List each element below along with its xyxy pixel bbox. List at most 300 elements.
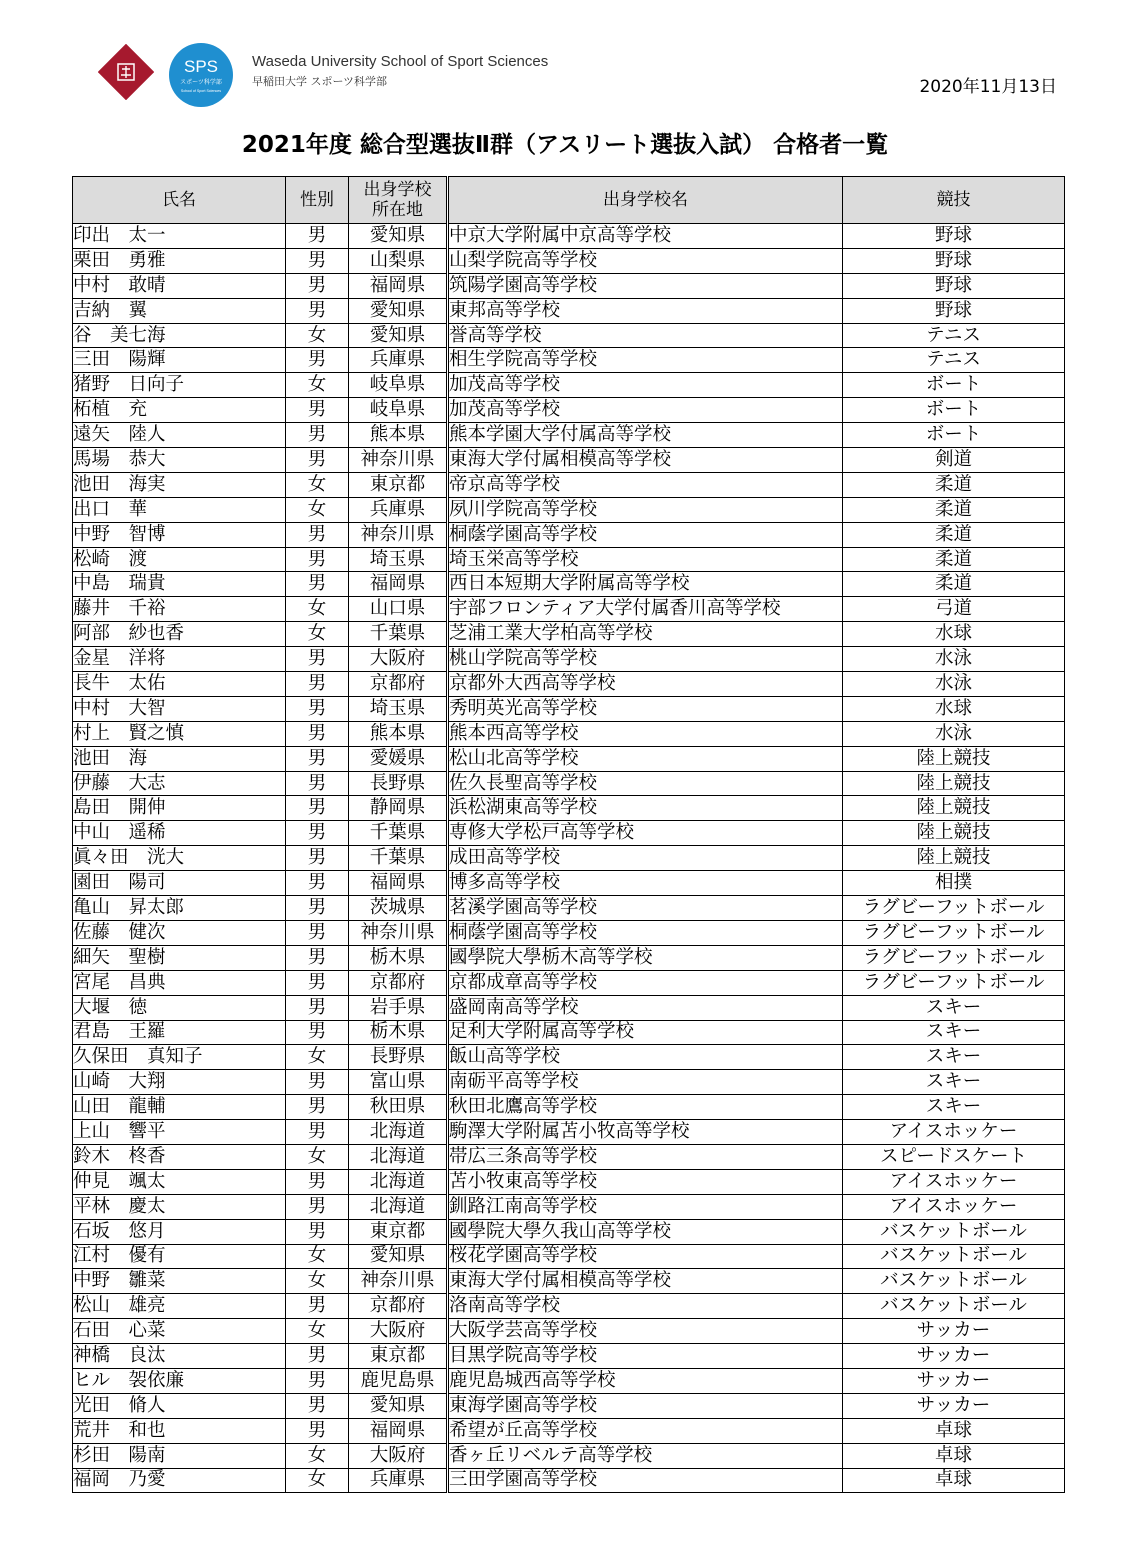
cell-name: 宮尾 昌典 [73,970,286,995]
cell-name: 池田 海実 [73,472,286,497]
cell-sex: 男 [286,696,349,721]
cell-school: 帝京高等学校 [448,472,843,497]
cell-name: 江村 優有 [73,1244,286,1269]
cell-school: 東海学園高等学校 [448,1393,843,1418]
cell-prefecture: 福岡県 [349,1418,448,1443]
cell-sex: 男 [286,547,349,572]
sps-logo-subtext: スポーツ科学部 [180,79,222,86]
cell-school: 埼玉栄高等学校 [448,547,843,572]
cell-prefecture: 愛媛県 [349,746,448,771]
table-row [73,1020,1065,1045]
cell-sex: 女 [286,1269,349,1294]
table-row [73,1269,1065,1294]
cell-name: 平林 慶太 [73,1194,286,1219]
publish-date: 2020年11月13日 [919,77,1057,97]
cell-school: 盛岡南高等学校 [448,995,843,1020]
cell-school: 足利大学附属高等学校 [448,1020,843,1045]
cell-school: 秋田北鷹高等学校 [448,1095,843,1120]
cell-sport: バスケットボール [843,1244,1065,1269]
cell-prefecture: 栃木県 [349,1020,448,1045]
cell-school: 中京大学附属中京高等学校 [448,224,843,249]
cell-sex: 男 [286,1219,349,1244]
cell-name: 大堰 徳 [73,995,286,1020]
cell-name: ヒル 袈依廉 [73,1368,286,1393]
cell-sex: 男 [286,1169,349,1194]
table-row [73,547,1065,572]
column-header-name: 氏名 [73,177,286,224]
table-row [73,821,1065,846]
cell-sex: 女 [286,1443,349,1468]
table-row [73,1344,1065,1369]
cell-sex: 女 [286,497,349,522]
cell-school: 山梨学院高等学校 [448,248,843,273]
cell-sex: 男 [286,846,349,871]
cell-prefecture: 神奈川県 [349,1269,448,1294]
cell-school: 目黒学院高等学校 [448,1344,843,1369]
cell-sport: 水球 [843,622,1065,647]
cell-school: 佐久長聖高等学校 [448,771,843,796]
cell-name: 馬場 恭大 [73,448,286,473]
table-row [73,796,1065,821]
cell-sport: 柔道 [843,522,1065,547]
cell-name: 松崎 渡 [73,547,286,572]
cell-sex: 女 [286,323,349,348]
cell-sex: 男 [286,348,349,373]
table-row [73,472,1065,497]
cell-name: 石田 心菜 [73,1319,286,1344]
table-row [73,871,1065,896]
cell-school: 三田学園高等学校 [448,1468,843,1493]
cell-sport: サッカー [843,1368,1065,1393]
cell-name: 猪野 日向子 [73,373,286,398]
table-row [73,1219,1065,1244]
table-row [73,1319,1065,1344]
table-row [73,647,1065,672]
cell-sex: 男 [286,945,349,970]
cell-prefecture: 大阪府 [349,1319,448,1344]
cell-sex: 男 [286,1070,349,1095]
cell-school: 博多高等学校 [448,871,843,896]
cell-sex: 男 [286,672,349,697]
table-header-row [73,177,1065,224]
cell-sex: 男 [286,1294,349,1319]
cell-sport: アイスホッケー [843,1194,1065,1219]
column-header-prefecture-line1: 出身学校 [363,180,432,200]
cell-sex: 男 [286,821,349,846]
column-header-prefecture [349,177,448,224]
cell-sex: 男 [286,896,349,921]
cell-sport: 卓球 [843,1443,1065,1468]
cell-name: 阿部 紗也香 [73,622,286,647]
cell-sport: アイスホッケー [843,1120,1065,1145]
cell-sport: 柔道 [843,572,1065,597]
cell-school: 大阪学芸高等学校 [448,1319,843,1344]
cell-prefecture: 東京都 [349,1344,448,1369]
cell-school: 國學院大學栃木高等学校 [448,945,843,970]
cell-sport: 弓道 [843,597,1065,622]
column-header-sex: 性別 [286,177,349,224]
cell-school: 熊本学園大学付属高等学校 [448,423,843,448]
cell-prefecture: 兵庫県 [349,1468,448,1493]
cell-sex: 女 [286,373,349,398]
cell-school: 熊本西高等学校 [448,721,843,746]
cell-name: 松山 雄亮 [73,1294,286,1319]
cell-sex: 男 [286,746,349,771]
cell-sex: 男 [286,1368,349,1393]
table-row [73,248,1065,273]
cell-school: 桐蔭学園高等学校 [448,920,843,945]
cell-sport: バスケットボール [843,1219,1065,1244]
cell-prefecture: 福岡県 [349,871,448,896]
cell-name: 鈴木 柊香 [73,1144,286,1169]
table-row [73,1045,1065,1070]
table-row [73,945,1065,970]
cell-sex: 男 [286,224,349,249]
cell-sport: 水球 [843,696,1065,721]
cell-sex: 女 [286,1468,349,1493]
cell-sex: 女 [286,1319,349,1344]
cell-sport: 柔道 [843,547,1065,572]
cell-sport: 相撲 [843,871,1065,896]
cell-school: 夙川学院高等学校 [448,497,843,522]
cell-sport: スキー [843,1020,1065,1045]
cell-sport: 卓球 [843,1418,1065,1443]
cell-sport: 陸上競技 [843,821,1065,846]
cell-school: 芝浦工業大学柏高等学校 [448,622,843,647]
cell-prefecture: 鹿児島県 [349,1368,448,1393]
university-name-jp: 早稲田大学 スポーツ科学部 [252,75,388,88]
cell-name: 遠矢 陸人 [73,423,286,448]
cell-name: 福岡 乃愛 [73,1468,286,1493]
cell-name: 島田 開伸 [73,796,286,821]
cell-sport: 水泳 [843,721,1065,746]
table-row [73,1294,1065,1319]
cell-sex: 男 [286,970,349,995]
cell-prefecture: 栃木県 [349,945,448,970]
cell-sex: 女 [286,1144,349,1169]
cell-name: 上山 響平 [73,1120,286,1145]
column-header-sport: 競技 [843,177,1065,224]
table-row [73,597,1065,622]
cell-school: 駒澤大学附属苫小牧高等学校 [448,1120,843,1145]
cell-prefecture: 北海道 [349,1120,448,1145]
cell-sex: 女 [286,597,349,622]
cell-sex: 女 [286,1045,349,1070]
cell-name: 亀山 昇太郎 [73,896,286,921]
cell-prefecture: 愛知県 [349,1244,448,1269]
cell-school: 浜松湖東高等学校 [448,796,843,821]
table-row [73,1120,1065,1145]
table-row [73,1194,1065,1219]
cell-sport: 水泳 [843,672,1065,697]
cell-prefecture: 愛知県 [349,224,448,249]
table-row [73,721,1065,746]
table-row [73,423,1065,448]
cell-name: 吉納 翼 [73,298,286,323]
cell-prefecture: 岐阜県 [349,373,448,398]
cell-name: 栗田 勇雅 [73,248,286,273]
cell-prefecture: 秋田県 [349,1095,448,1120]
cell-sport: スキー [843,1045,1065,1070]
cell-name: 三田 陽輝 [73,348,286,373]
column-header-school: 出身学校名 [448,177,843,224]
cell-sex: 男 [286,448,349,473]
cell-sport: ボート [843,373,1065,398]
cell-sex: 男 [286,1393,349,1418]
cell-prefecture: 埼玉県 [349,696,448,721]
cell-sport: アイスホッケー [843,1169,1065,1194]
table-row [73,696,1065,721]
cell-sport: 陸上競技 [843,846,1065,871]
cell-school: 南砺平高等学校 [448,1070,843,1095]
cell-prefecture: 愛知県 [349,1393,448,1418]
cell-prefecture: 神奈川県 [349,522,448,547]
cell-name: 藤井 千裕 [73,597,286,622]
table-row [73,298,1065,323]
table-row [73,273,1065,298]
table-row [73,1468,1065,1493]
table-row [73,348,1065,373]
cell-sex: 女 [286,622,349,647]
cell-name: 石坂 悠月 [73,1219,286,1244]
cell-sex: 男 [286,771,349,796]
cell-school: 茗溪学園高等学校 [448,896,843,921]
cell-name: 伊藤 大志 [73,771,286,796]
table-row [73,970,1065,995]
cell-prefecture: 千葉県 [349,622,448,647]
cell-prefecture: 岐阜県 [349,398,448,423]
cell-sport: ラグビーフットボール [843,970,1065,995]
cell-sex: 男 [286,273,349,298]
cell-sex: 男 [286,1418,349,1443]
cell-name: 中野 智博 [73,522,286,547]
cell-name: 中野 雛菜 [73,1269,286,1294]
table-row [73,771,1065,796]
cell-school: 香ヶ丘リベルテ高等学校 [448,1443,843,1468]
cell-school: 桐蔭学園高等学校 [448,522,843,547]
cell-school: 東海大学付属相模高等学校 [448,1269,843,1294]
sps-logo-text: SPS [183,57,219,76]
cell-sport: 卓球 [843,1468,1065,1493]
cell-sex: 男 [286,871,349,896]
table-row [73,522,1065,547]
cell-name: 出口 華 [73,497,286,522]
cell-sport: 柔道 [843,472,1065,497]
cell-name: 柘植 充 [73,398,286,423]
cell-prefecture: 東京都 [349,1219,448,1244]
cell-school: 筑陽学園高等学校 [448,273,843,298]
cell-prefecture: 千葉県 [349,846,448,871]
cell-sport: ボート [843,423,1065,448]
cell-sex: 男 [286,647,349,672]
cell-sex: 男 [286,995,349,1020]
cell-sex: 男 [286,522,349,547]
cell-school: 加茂高等学校 [448,373,843,398]
cell-school: 京都成章高等学校 [448,970,843,995]
cell-sport: 野球 [843,273,1065,298]
cell-prefecture: 京都府 [349,1294,448,1319]
table-row [73,1393,1065,1418]
cell-sport: サッカー [843,1319,1065,1344]
cell-school: 希望が丘高等学校 [448,1418,843,1443]
cell-prefecture: 長野県 [349,771,448,796]
cell-sport: スキー [843,1095,1065,1120]
cell-sex: 男 [286,796,349,821]
cell-prefecture: 山口県 [349,597,448,622]
cell-name: 君島 王羅 [73,1020,286,1045]
cell-prefecture: 愛知県 [349,298,448,323]
table-row [73,1368,1065,1393]
cell-name: 佐藤 健次 [73,920,286,945]
cell-sex: 男 [286,572,349,597]
table-row [73,1144,1065,1169]
table-row [73,1418,1065,1443]
table-row [73,1443,1065,1468]
table-row [73,672,1065,697]
table-body [73,224,1065,1493]
cell-school: 鹿児島城西高等学校 [448,1368,843,1393]
cell-school: 秀明英光高等学校 [448,696,843,721]
cell-sport: 剣道 [843,448,1065,473]
cell-sex: 男 [286,721,349,746]
table-row [73,622,1065,647]
cell-name: 山崎 大翔 [73,1070,286,1095]
cell-name: 光田 脩人 [73,1393,286,1418]
table-row [73,373,1065,398]
cell-prefecture: 北海道 [349,1144,448,1169]
table-row [73,323,1065,348]
cell-school: 苫小牧東高等学校 [448,1169,843,1194]
cell-sport: 野球 [843,248,1065,273]
cell-prefecture: 大阪府 [349,1443,448,1468]
cell-name: 印出 太一 [73,224,286,249]
cell-school: 松山北高等学校 [448,746,843,771]
cell-sport: 柔道 [843,497,1065,522]
cell-prefecture: 兵庫県 [349,497,448,522]
cell-name: 神橋 良汰 [73,1344,286,1369]
cell-sport: サッカー [843,1393,1065,1418]
cell-sport: バスケットボール [843,1294,1065,1319]
cell-prefecture: 北海道 [349,1169,448,1194]
admissions-table [72,176,1065,1493]
table-row [73,746,1065,771]
table-row [73,1070,1065,1095]
cell-school: 加茂高等学校 [448,398,843,423]
cell-sport: ボート [843,398,1065,423]
cell-school: 成田高等学校 [448,846,843,871]
cell-prefecture: 大阪府 [349,647,448,672]
cell-name: 中村 大智 [73,696,286,721]
cell-sex: 男 [286,298,349,323]
cell-prefecture: 岩手県 [349,995,448,1020]
cell-school: 西日本短期大学附属高等学校 [448,572,843,597]
cell-school: 國學院大學久我山高等学校 [448,1219,843,1244]
cell-school: 飯山高等学校 [448,1045,843,1070]
cell-sport: スキー [843,1070,1065,1095]
table-row [73,1169,1065,1194]
cell-name: 中島 瑞貴 [73,572,286,597]
cell-sport: スピードスケート [843,1144,1065,1169]
cell-name: 中村 敢晴 [73,273,286,298]
cell-sport: 水泳 [843,647,1065,672]
cell-sport: バスケットボール [843,1269,1065,1294]
cell-name: 山田 龍輔 [73,1095,286,1120]
cell-prefecture: 京都府 [349,672,448,697]
cell-sex: 男 [286,248,349,273]
cell-sport: ラグビーフットボール [843,896,1065,921]
waseda-emblem-logo [98,44,154,100]
cell-sport: ラグビーフットボール [843,920,1065,945]
university-name-en: Waseda University School of Sport Sciences [252,53,549,70]
cell-name: 中山 遥稀 [73,821,286,846]
table-row [73,1095,1065,1120]
cell-prefecture: 千葉県 [349,821,448,846]
cell-sex: 男 [286,1120,349,1145]
cell-school: 釧路江南高等学校 [448,1194,843,1219]
cell-name: 荒井 和也 [73,1418,286,1443]
cell-prefecture: 山梨県 [349,248,448,273]
cell-sex: 男 [286,920,349,945]
cell-school: 東海大学付属相模高等学校 [448,448,843,473]
cell-sport: スキー [843,995,1065,1020]
cell-name: 仲見 颯太 [73,1169,286,1194]
page-title: 2021年度 総合型選抜Ⅱ群（アスリート選抜入試） 合格者一覧 [241,132,889,158]
cell-prefecture: 埼玉県 [349,547,448,572]
cell-prefecture: 茨城県 [349,896,448,921]
cell-sport: 陸上競技 [843,746,1065,771]
sps-logo-smalltext: School of Sport Sciences [180,89,222,93]
table-row [73,224,1065,249]
cell-prefecture: 静岡県 [349,796,448,821]
table-row [73,896,1065,921]
cell-school: 帯広三条高等学校 [448,1144,843,1169]
cell-prefecture: 神奈川県 [349,920,448,945]
cell-prefecture: 長野県 [349,1045,448,1070]
cell-name: 村上 賢之慎 [73,721,286,746]
cell-name: 細矢 聖樹 [73,945,286,970]
table-row [73,398,1065,423]
cell-prefecture: 愛知県 [349,323,448,348]
cell-sex: 女 [286,1244,349,1269]
cell-sport: テニス [843,323,1065,348]
cell-name: 眞々田 洸大 [73,846,286,871]
cell-school: 宇部フロンティア大学付属香川高等学校 [448,597,843,622]
cell-name: 金星 洋将 [73,647,286,672]
cell-name: 池田 海 [73,746,286,771]
cell-prefecture: 富山県 [349,1070,448,1095]
cell-school: 専修大学松戸高等学校 [448,821,843,846]
cell-prefecture: 熊本県 [349,423,448,448]
cell-prefecture: 兵庫県 [349,348,448,373]
cell-sex: 女 [286,472,349,497]
cell-name: 杉田 陽南 [73,1443,286,1468]
cell-name: 長牛 太佑 [73,672,286,697]
cell-school: 相生学院高等学校 [448,348,843,373]
table-row [73,846,1065,871]
cell-prefecture: 東京都 [349,472,448,497]
table-row [73,572,1065,597]
cell-school: 東邦高等学校 [448,298,843,323]
cell-school: 誉高等学校 [448,323,843,348]
cell-prefecture: 熊本県 [349,721,448,746]
table-row [73,1244,1065,1269]
cell-name: 谷 美七海 [73,323,286,348]
table-row [73,920,1065,945]
cell-sex: 男 [286,398,349,423]
cell-sex: 男 [286,1095,349,1120]
table-row [73,497,1065,522]
sps-logo [168,42,234,108]
